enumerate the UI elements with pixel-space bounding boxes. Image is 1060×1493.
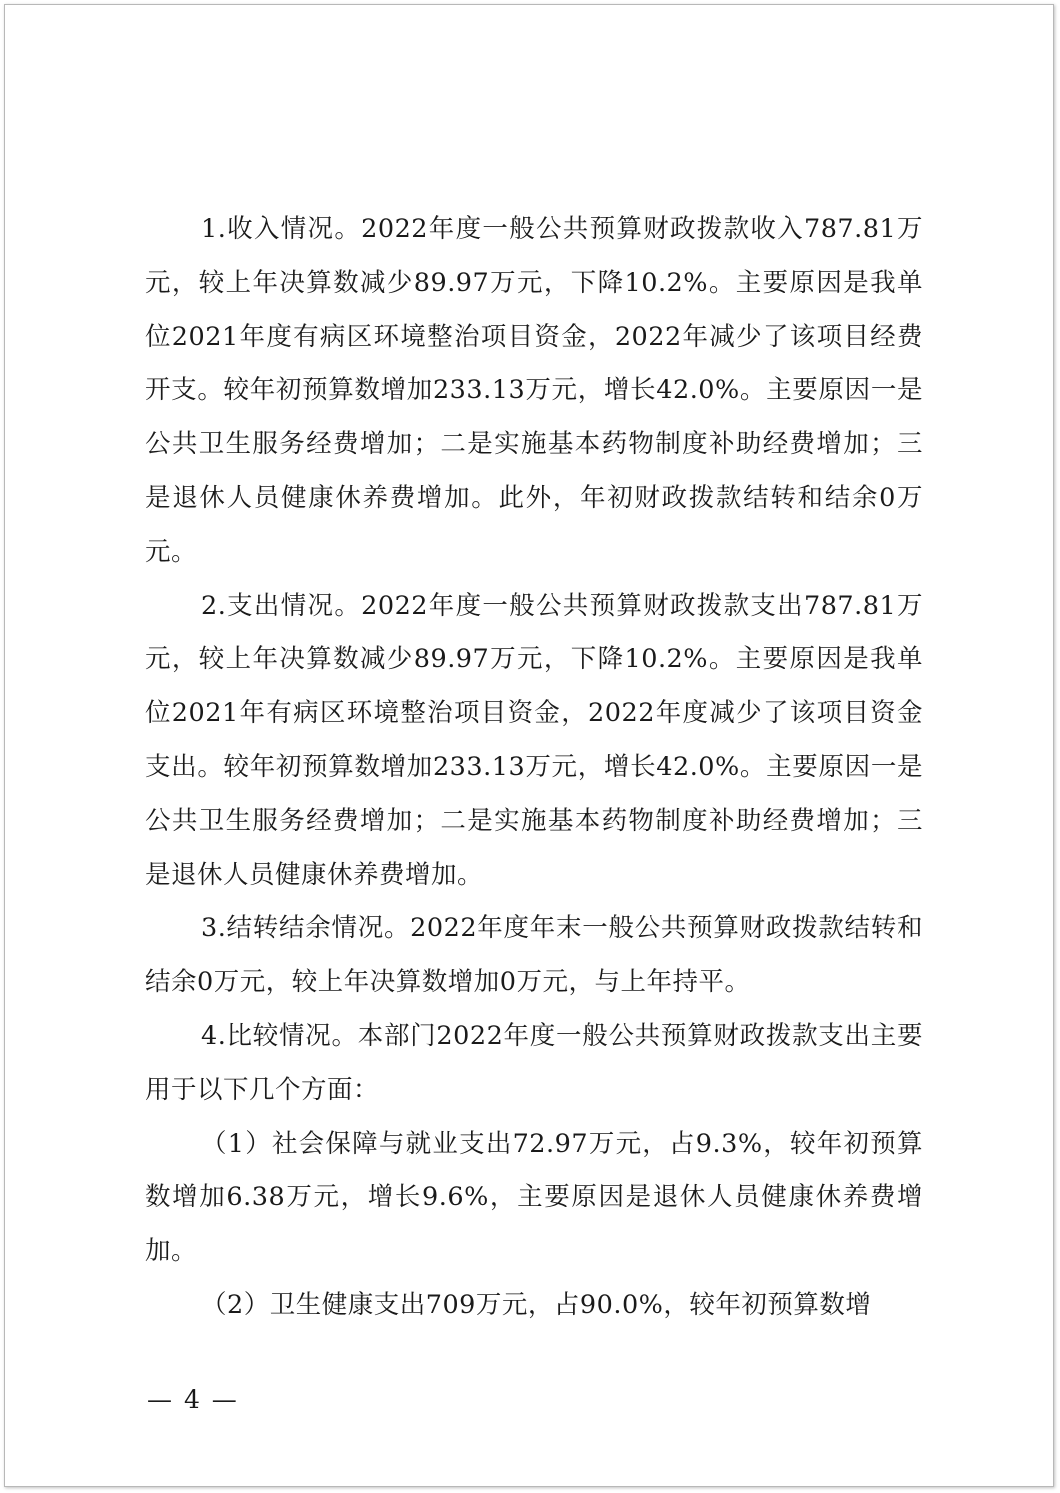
document-page	[4, 4, 1054, 1487]
paragraph-carryover: 3.结转结余情况。2022年度年末一般公共预算财政拨款结转和结余0万元，较上年决算数增加0万元，与上年持平。	[145, 913, 923, 998]
document-body	[145, 203, 923, 1333]
paragraph-expenditure: 2.支出情况。2022年度一般公共预算财政拨款支出787.81万元，较上年决算数减少89.97万元，下降10.2%。主要原因是我单位2021年有病区环境整治项目资金，2022年度减少了该项目资金支出。较年初预算数增加233.13万元，增长42.0%。主要原因一是公共卫生服务经费增加；二是实施基本药物制度补助经费增加；三是退休人员健康休养费增加。	[145, 590, 923, 890]
paragraph-income: 1.收入情况。2022年度一般公共预算财政拨款收入787.81万元，较上年决算数减少89.97万元，下降10.2%。主要原因是我单位2021年度有病区环境整治项目资金，2022年减少了该项目经费开支。较年初预算数增加233.13万元，增长42.0%。主要原因一是公共卫生服务经费增加；二是实施基本药物制度补助经费增加；三是退休人员健康休养费增加。此外，年初财政拨款结转和结余0万元。	[145, 214, 923, 567]
paragraph-health: （2）卫生健康支出709万元，占90.0%，较年初预算数增	[201, 1289, 872, 1320]
paragraph-social-security: （1）社会保障与就业支出72.97万元，占9.3%，较年初预算数增加6.38万元，增长9.6%，主要原因是退休人员健康休养费增加。	[145, 1128, 923, 1267]
page-number: — 4 —	[147, 1385, 239, 1414]
paragraph-comparison: 4.比较情况。本部门2022年度一般公共预算财政拨款支出主要用于以下几个方面：	[145, 1020, 923, 1105]
